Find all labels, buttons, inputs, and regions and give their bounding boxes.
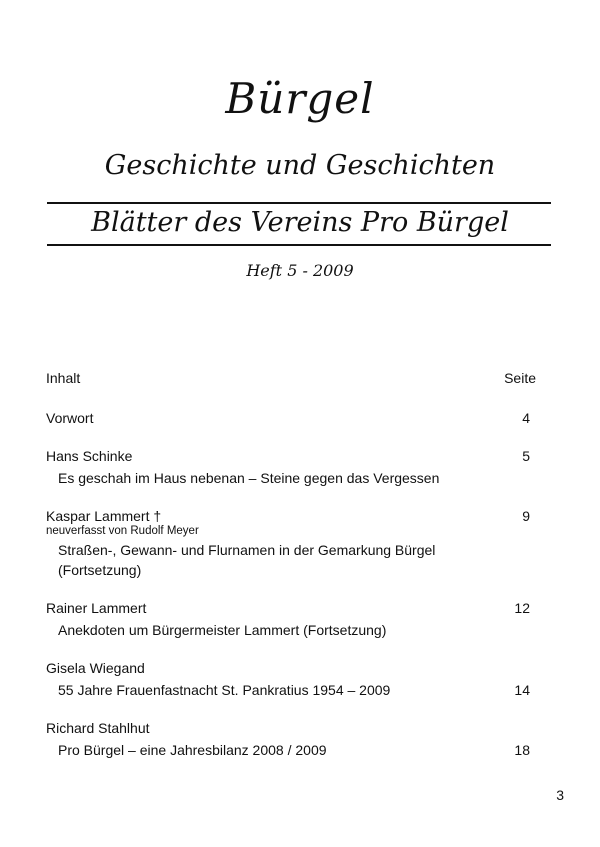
toc-entry-work: Anekdoten um Bürgermeister Lammert (Fortsetzung) xyxy=(58,622,387,638)
toc-entry-wiegand xyxy=(46,658,546,700)
toc-entry-stahlhut xyxy=(46,718,546,760)
toc-entry-foreword xyxy=(46,408,546,428)
toc-entry-author: Kaspar Lammert † xyxy=(46,508,162,524)
club-heading: Blätter des Vereins Pro Bürgel xyxy=(91,207,509,238)
toc-entry-author: Vorwort xyxy=(46,410,94,426)
toc-entry-page: 4 xyxy=(522,410,530,426)
issue-label: Heft 5 - 2009 xyxy=(246,261,354,280)
toc-header xyxy=(46,370,546,390)
toc-entry-work: 55 Jahre Frauenfastnacht St. Pankratius 1954 – 2009 xyxy=(58,682,391,698)
divider-top xyxy=(47,202,551,204)
page-number: 3 xyxy=(556,787,564,803)
toc-entry-author: Richard Stahlhut xyxy=(46,720,150,736)
publication-subtitle: Geschichte und Geschichten xyxy=(104,150,496,181)
toc-entry-author: Gisela Wiegand xyxy=(46,660,145,676)
divider-bottom xyxy=(47,244,551,246)
toc-entry-note: neuverfasst von Rudolf Meyer xyxy=(46,525,199,537)
toc-entry-work: Es geschah im Haus nebenan – Steine gegen das Vergessen xyxy=(58,470,440,486)
toc-entry-page: 12 xyxy=(514,600,530,616)
toc-entry-work: Pro Bürgel – eine Jahresbilanz 2008 / 2009 xyxy=(58,742,327,758)
toc-entry-work: Straßen-, Gewann- und Flurnamen in der Gemarkung Bürgel (Fortsetzung) xyxy=(58,542,436,578)
toc-entry-schinke xyxy=(46,446,546,488)
publication-title: Bürgel xyxy=(225,74,375,123)
table-of-contents xyxy=(46,370,546,778)
toc-entry-lammert-kaspar xyxy=(46,506,546,580)
toc-entry-page: 18 xyxy=(514,742,530,758)
toc-entry-author: Hans Schinke xyxy=(46,448,133,464)
toc-entry-page: 5 xyxy=(522,448,530,464)
toc-page-label: Seite xyxy=(504,370,536,386)
toc-entry-lammert-rainer xyxy=(46,598,546,640)
toc-contents-label: Inhalt xyxy=(46,370,81,386)
toc-entry-author: Rainer Lammert xyxy=(46,600,147,616)
toc-entry-page: 9 xyxy=(522,508,530,524)
toc-entry-page: 14 xyxy=(514,682,530,698)
